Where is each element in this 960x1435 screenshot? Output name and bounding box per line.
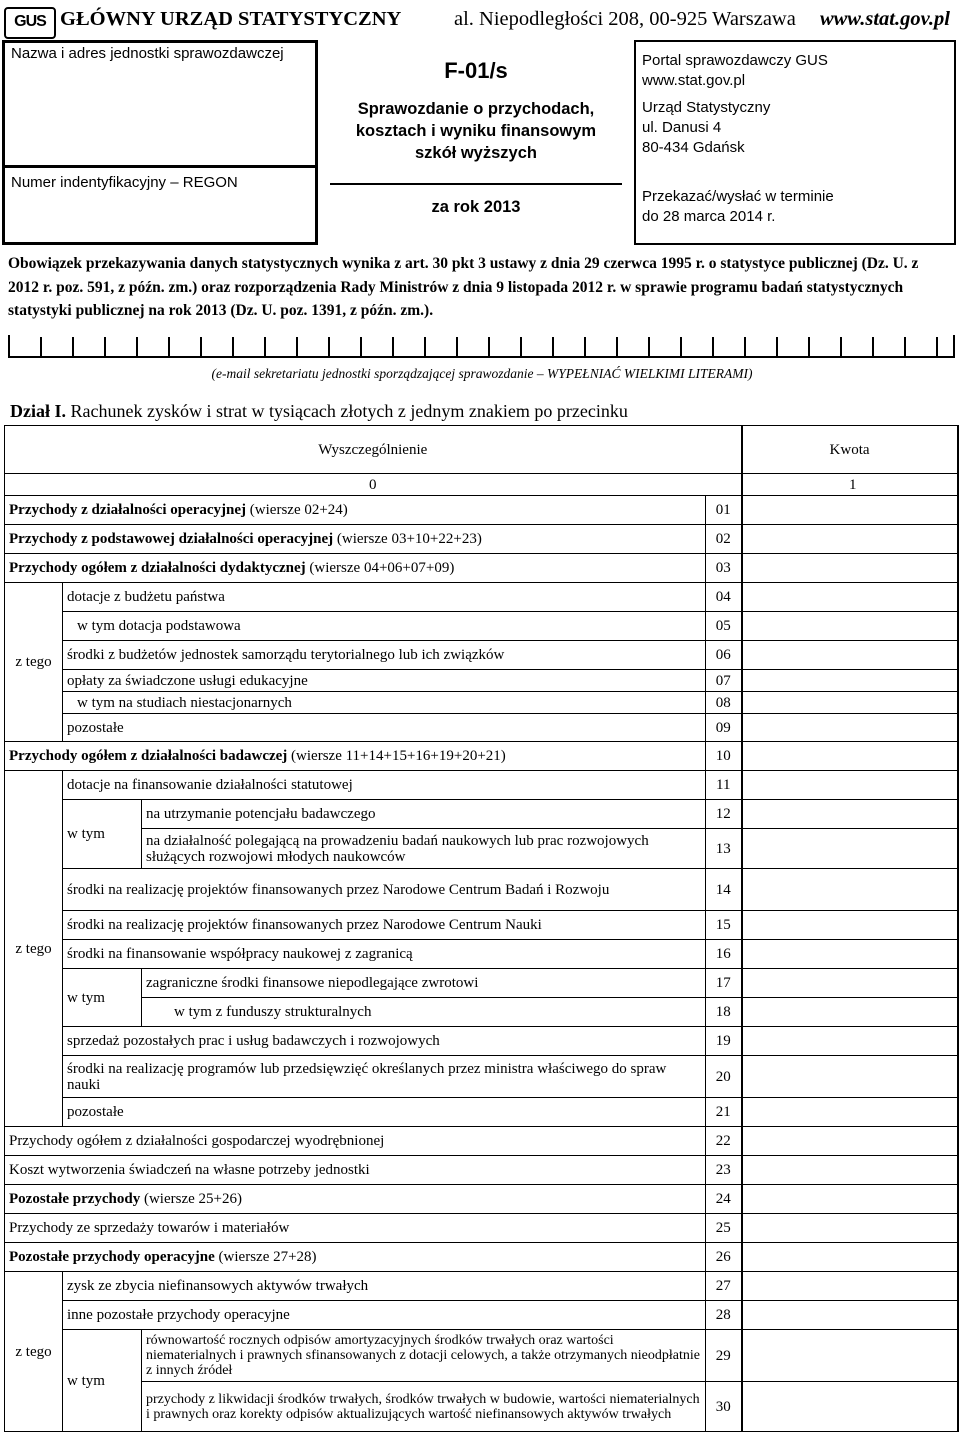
row-number: 17 — [706, 969, 742, 998]
row-label: Koszt wytworzenia świadczeń na własne potrzeby jednostki — [5, 1156, 706, 1185]
row-label: w tym dotacja podstawowa — [63, 612, 706, 641]
w-tym-label: w tym — [63, 969, 142, 1027]
amount-cell[interactable] — [742, 525, 958, 554]
table-row — [5, 1027, 958, 1056]
form-title-line-1: Sprawozdanie o przychodach, — [357, 100, 595, 118]
amount-cell[interactable] — [742, 1127, 958, 1156]
regon-input[interactable] — [13, 201, 309, 237]
year-divider — [330, 183, 622, 185]
portal-name: Portal sprawozdawczy GUS — [642, 52, 828, 69]
section-name: Rachunek zysków i strat w tysiącach złotych z jednym znakiem po przecinku — [66, 401, 628, 421]
row-number: 14 — [706, 869, 742, 911]
section-title — [10, 401, 628, 422]
row-label: w tym na studiach niestacjonarnych — [63, 692, 706, 714]
email-input[interactable] — [8, 331, 956, 359]
table-row — [5, 554, 958, 583]
org-name: GŁÓWNY URZĄD STATYSTYCZNY — [60, 8, 402, 30]
row-label: Przychody ze sprzedaży towarów i materiałów — [5, 1214, 706, 1243]
amount-cell[interactable] — [742, 829, 958, 869]
deadline-line-2: do 28 marca 2014 r. — [642, 208, 776, 225]
amount-cell[interactable] — [742, 583, 958, 612]
row-number: 07 — [706, 670, 742, 692]
amount-cell[interactable] — [742, 1243, 958, 1272]
amount-cell[interactable] — [742, 911, 958, 940]
amount-cell[interactable] — [742, 1156, 958, 1185]
amount-cell[interactable] — [742, 1027, 958, 1056]
table-row — [5, 1243, 958, 1272]
table-row — [5, 525, 958, 554]
table-row — [5, 869, 958, 911]
table-row — [5, 800, 958, 829]
amount-cell[interactable] — [742, 998, 958, 1027]
table-row — [5, 1056, 958, 1098]
row-number: 06 — [706, 641, 742, 670]
row-label: zagraniczne środki finansowe niepodlegające zwrotowi — [142, 969, 706, 998]
table-row — [5, 940, 958, 969]
amount-cell[interactable] — [742, 714, 958, 742]
amount-cell[interactable] — [742, 1214, 958, 1243]
row-number: 28 — [706, 1301, 742, 1330]
email-field-caption: (e-mail sekretariatu jednostki sporządzającej sprawozdanie – WYPEŁNIAĆ WIELKIMI LITERAMI) — [211, 366, 753, 381]
table-row — [5, 583, 958, 612]
table-row — [5, 612, 958, 641]
amount-cell[interactable] — [742, 641, 958, 670]
row-label: dotacje na finansowanie działalności statutowej — [63, 771, 706, 800]
amount-cell[interactable] — [742, 496, 958, 525]
row-label: na utrzymanie potencjału badawczego — [142, 800, 706, 829]
amount-cell[interactable] — [742, 612, 958, 641]
form-title-line-3: szkół wyższych — [415, 144, 537, 162]
row-number: 08 — [706, 692, 742, 714]
income-statement-table — [4, 425, 959, 1432]
row-number: 04 — [706, 583, 742, 612]
amount-cell[interactable] — [742, 1301, 958, 1330]
section-number: Dział I. — [10, 401, 66, 421]
office-street: ul. Danusi 4 — [642, 119, 722, 136]
form-code: F-01/s — [444, 58, 508, 83]
respondent-name-label: Nazwa i adres jednostki sprawozdawczej — [11, 45, 284, 62]
legal-basis-part-2: oraz rozporządzenia Rady Ministrów z dnia 9 listopada 2012 r. w sprawie programu badań statystycznych statystyki publicznej na rok 2013 (Dz. U. poz. 1391, z późn. zm.). — [8, 278, 904, 319]
table-row — [5, 911, 958, 940]
row-label: przychody z likwidacji środków trwałych, środków trwałych w budowie, wartości niematerialnych i prawnych oraz korekty odpisów aktualizujących wartość niefinansowych aktywów trwałych — [142, 1382, 706, 1432]
row-label: pozostałe — [63, 714, 706, 742]
z-tego-label: z tego — [5, 583, 63, 742]
amount-cell[interactable] — [742, 1272, 958, 1301]
row-label: Przychody z podstawowej działalności operacyjnej (wiersze 03+10+22+23) — [5, 525, 706, 554]
row-number: 18 — [706, 998, 742, 1027]
table-row — [5, 670, 958, 692]
table-row — [5, 641, 958, 670]
amount-cell[interactable] — [742, 1330, 958, 1382]
amount-cell[interactable] — [742, 940, 958, 969]
table-row — [5, 692, 958, 714]
table-row — [5, 742, 958, 771]
row-number: 20 — [706, 1056, 742, 1098]
amount-cell[interactable] — [742, 771, 958, 800]
row-label: środki na realizację projektów finansowanych przez Narodowe Centrum Badań i Rozwoju — [63, 869, 706, 911]
form-title-line-2: kosztach i wyniku finansowym — [355, 122, 597, 140]
gus-logo: GUS — [4, 7, 56, 39]
row-number: 12 — [706, 800, 742, 829]
form-title — [318, 98, 634, 164]
table-row — [5, 829, 958, 869]
legal-basis-text — [8, 252, 953, 323]
amount-cell[interactable] — [742, 1382, 958, 1432]
row-label: opłaty za świadczone usługi edukacyjne — [63, 670, 706, 692]
row-label: środki na realizację projektów finansowanych przez Narodowe Centrum Nauki — [63, 911, 706, 940]
table-header-row — [5, 426, 958, 474]
row-label: Przychody ogółem z działalności badawczej (wiersze 11+14+15+16+19+20+21) — [5, 742, 706, 771]
row-number: 24 — [706, 1185, 742, 1214]
table-row — [5, 1382, 958, 1432]
row-label: inne pozostałe przychody operacyjne — [63, 1301, 706, 1330]
regon-label: Numer indentyfikacyjny – REGON — [11, 174, 238, 191]
row-number: 19 — [706, 1027, 742, 1056]
row-label: Pozostałe przychody operacyjne (wiersze 27+28) — [5, 1243, 706, 1272]
row-number: 29 — [706, 1330, 742, 1382]
row-number: 01 — [706, 496, 742, 525]
table-row — [5, 1301, 958, 1330]
org-address: al. Niepodległości 208, 00-925 Warszawa — [454, 8, 796, 30]
row-number: 02 — [706, 525, 742, 554]
w-tym-label: w tym — [63, 800, 142, 869]
column-index-0: 0 — [5, 474, 742, 496]
row-number: 13 — [706, 829, 742, 869]
regon-divider — [2, 165, 318, 168]
z-tego-label: z tego — [5, 771, 63, 1127]
row-label: pozostałe — [63, 1098, 706, 1127]
portal-url[interactable]: www.stat.gov.pl — [642, 72, 746, 89]
row-label: Pozostałe przychody (wiersze 25+26) — [5, 1185, 706, 1214]
column-index-1: 1 — [742, 474, 958, 496]
table-row — [5, 1156, 958, 1185]
z-tego-label: z tego — [5, 1272, 63, 1432]
column-index-row — [5, 474, 958, 496]
table-row — [5, 1127, 958, 1156]
row-number: 16 — [706, 940, 742, 969]
row-number: 05 — [706, 612, 742, 641]
deadline-line-1: Przekazać/wysłać w terminie — [642, 188, 834, 205]
office-city: 80-434 Gdańsk — [642, 139, 745, 156]
row-number: 09 — [706, 714, 742, 742]
table-row — [5, 1272, 958, 1301]
website-link[interactable]: www.stat.gov.pl — [819, 8, 950, 30]
row-label: środki na realizację programów lub przedsięwzięć określanych przez ministra właściwego do spraw nauki — [63, 1056, 706, 1098]
table-row — [5, 1098, 958, 1127]
header-amount: Kwota — [742, 426, 958, 474]
amount-cell[interactable] — [742, 869, 958, 911]
row-number: 30 — [706, 1382, 742, 1432]
amount-cell[interactable] — [742, 969, 958, 998]
amount-cell[interactable] — [742, 554, 958, 583]
office-name: Urząd Statystyczny — [642, 99, 771, 116]
row-number: 11 — [706, 771, 742, 800]
row-label: Przychody ogółem z działalności gospodarczej wyodrębnionej — [5, 1127, 706, 1156]
row-number: 03 — [706, 554, 742, 583]
amount-cell[interactable] — [742, 670, 958, 692]
table-row — [5, 969, 958, 998]
table-row — [5, 998, 958, 1027]
table-row — [5, 1330, 958, 1382]
row-number: 10 — [706, 742, 742, 771]
amount-cell[interactable] — [742, 1098, 958, 1127]
row-number: 21 — [706, 1098, 742, 1127]
header-bar — [4, 4, 956, 38]
row-label: zysk ze zbycia niefinansowych aktywów trwałych — [63, 1272, 706, 1301]
amount-cell[interactable] — [742, 800, 958, 829]
table-row — [5, 1185, 958, 1214]
row-number: 26 — [706, 1243, 742, 1272]
submission-box — [634, 40, 956, 245]
row-number: 25 — [706, 1214, 742, 1243]
row-label: środki z budżetów jednostek samorządu terytorialnego lub ich związków — [63, 641, 706, 670]
row-label: Przychody z działalności operacyjnej (wiersze 02+24) — [5, 496, 706, 525]
row-number: 15 — [706, 911, 742, 940]
amount-cell[interactable] — [742, 742, 958, 771]
header-description: Wyszczególnienie — [5, 426, 742, 474]
row-label: środki na finansowanie współpracy naukowej z zagranicą — [63, 940, 706, 969]
row-label: w tym z funduszy strukturalnych — [142, 998, 706, 1027]
row-label: sprzedaż pozostałych prac i usług badawczych i rozwojowych — [63, 1027, 706, 1056]
w-tym-label: w tym — [63, 1330, 142, 1432]
row-label: Przychody ogółem z działalności dydaktycznej (wiersze 04+06+07+09) — [5, 554, 706, 583]
row-label: na działalność polegającą na prowadzeniu badań naukowych lub prac rozwojowych służących rozwojowi młodych naukowców — [142, 829, 706, 869]
row-number: 22 — [706, 1127, 742, 1156]
respondent-box — [2, 40, 318, 245]
legal-basis-part-1: Obowiązek przekazywania danych statystycznych wynika z art. 30 pkt 3 ustawy z dnia 29 czerwca 1995 r. o statystyce publicznej (Dz. U. z 2012 r. poz. 591, z późn. zm.) — [8, 255, 919, 296]
table-row — [5, 496, 958, 525]
row-label: równowartość rocznych odpisów amortyzacyjnych środków trwałych oraz wartości niematerialnych i prawnych sfinansowanych z dotacji celowych, a także otrzymanych nieodpłatnie z innych źródeł — [142, 1330, 706, 1382]
table-row — [5, 714, 958, 742]
email-comb-ticks — [8, 331, 956, 359]
amount-cell[interactable] — [742, 1185, 958, 1214]
row-label: dotacje z budżetu państwa — [63, 583, 706, 612]
amount-cell[interactable] — [742, 1056, 958, 1098]
table-row — [5, 1214, 958, 1243]
row-number: 23 — [706, 1156, 742, 1185]
row-number: 27 — [706, 1272, 742, 1301]
amount-cell[interactable] — [742, 692, 958, 714]
form-title-box — [318, 40, 634, 245]
table-row — [5, 771, 958, 800]
report-year: za rok 2013 — [431, 198, 521, 216]
